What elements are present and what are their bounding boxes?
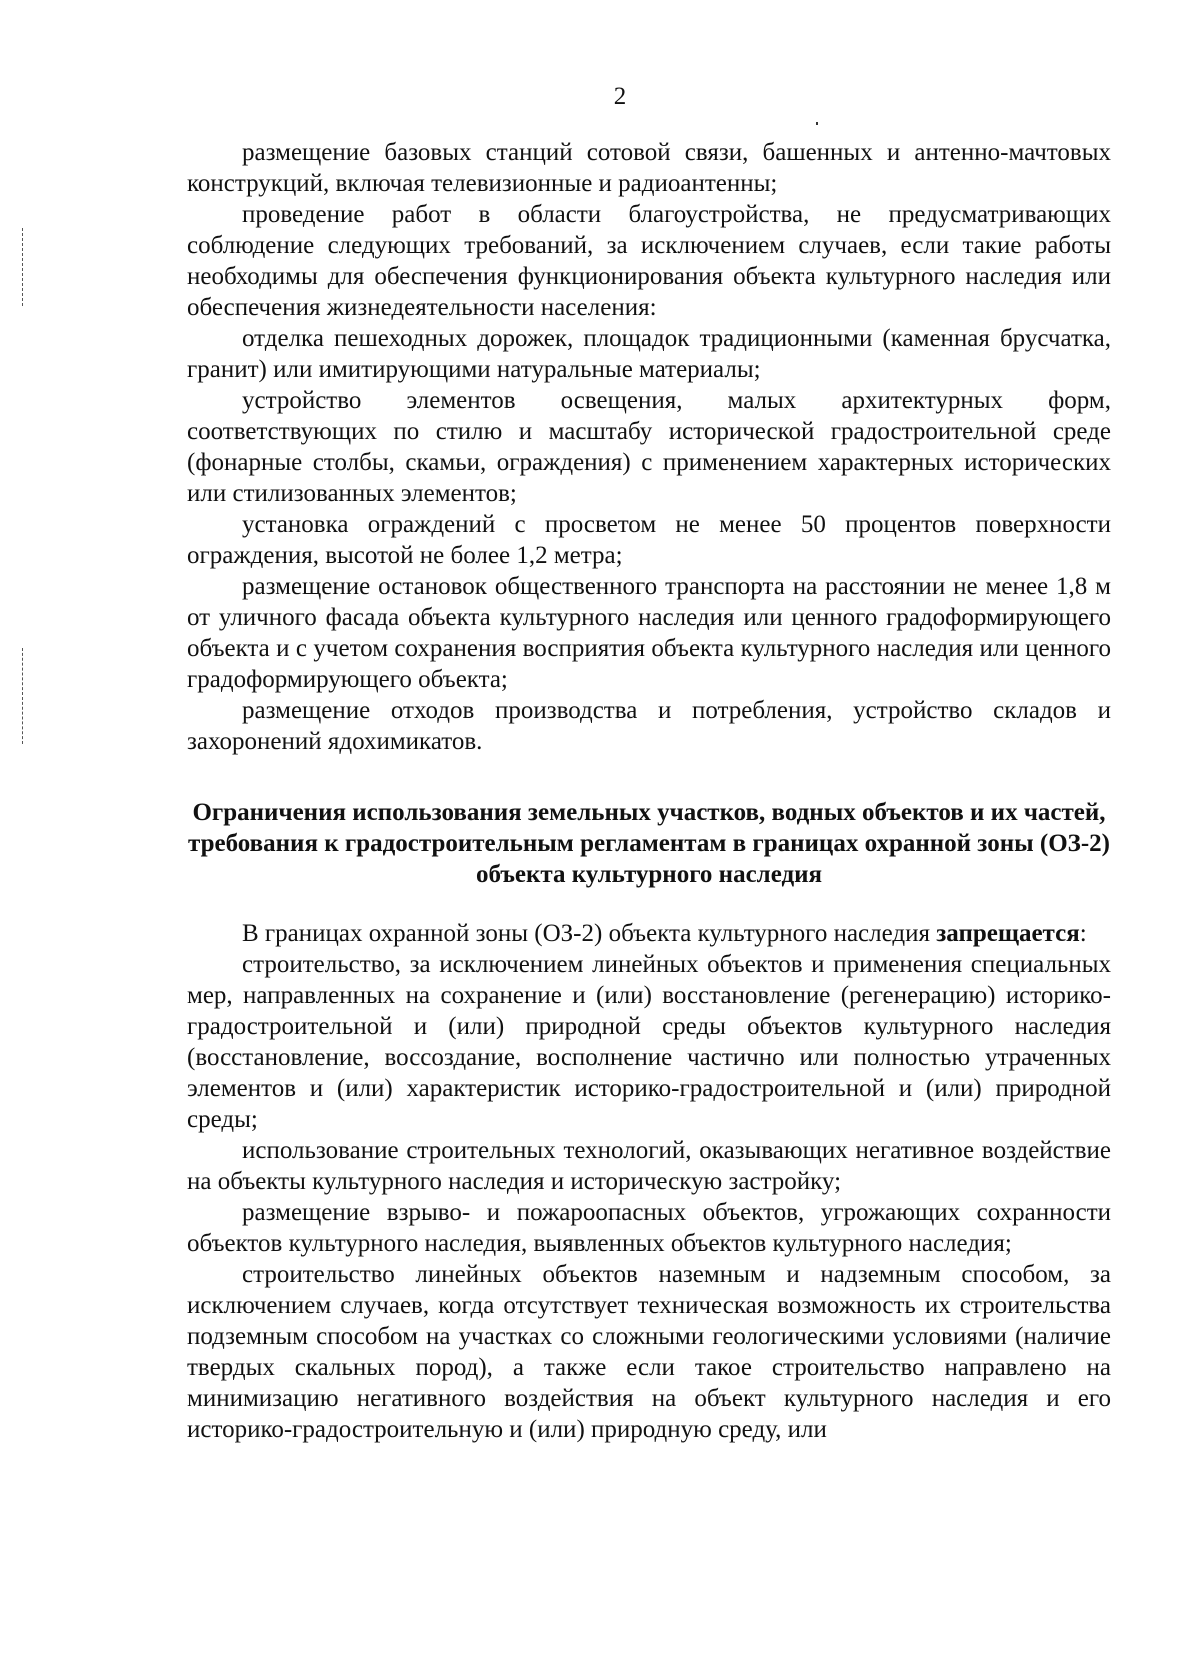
intro-paragraph — [187, 918, 1111, 949]
paragraph: использование строительных технологий, оказывающих негативное воздействие на объекты культурного наследия и историческую застройку; — [187, 1137, 1111, 1195]
page-number: 2 — [613, 83, 627, 110]
intro-suffix: : — [1079, 920, 1087, 947]
section-heading: Ограничения использования земельных участков, водных объектов и их частей, требования к градостроительным регламентам в границах охранной зоны (ОЗ-2) объекта культурного наследия — [188, 799, 1110, 888]
paragraph: размещение отходов производства и потребления, устройство складов и захоронений ядохимикатов. — [187, 697, 1111, 755]
margin-scan-mark — [22, 648, 24, 744]
body-text-bottom — [187, 918, 1111, 1445]
intro-bold-word: запрещается — [936, 920, 1080, 947]
paragraph: строительство, за исключением линейных объектов и применения специальных мер, направленных на сохранение и (или) восстановление (регенерацию) историко-градостроительной и (или) природной среды объектов культурного наследия (восстановление, воссоздание, восполнение частично или полностью утраченных элементов и (или) характеристик историко-градостроительной и (или) природной среды; — [187, 951, 1111, 1133]
paragraph: размещение остановок общественного транспорта на расстоянии не менее 1,8 м от уличного фасада объекта культурного наследия или ценного градоформирующего объекта и с учетом сохранения восприятия объекта культурного наследия или ценного градоформирующего объекта; — [187, 573, 1111, 693]
scan-speck — [816, 122, 818, 125]
paragraph: отделка пешеходных дорожек, площадок традиционными (каменная брусчатка, гранит) или имитирующими натуральные материалы; — [187, 325, 1111, 383]
margin-scan-mark — [22, 228, 24, 306]
body-text-top — [187, 137, 1111, 757]
paragraph: строительство линейных объектов наземным и надземным способом, за исключением случаев, когда отсутствует техническая возможность их строительства подземным способом на участках со сложными геологическими условиями (наличие твердых скальных пород), а также если такое строительство направлено на минимизацию негативного воздействия на объект культурного наследия и его историко-градостроительную и (или) природную среду, или — [187, 1261, 1111, 1443]
paragraph: устройство элементов освещения, малых архитектурных форм, соответствующих по стилю и масштабу исторической градостроительной среде (фонарные столбы, скамьи, ограждения) с применением характерных исторических или стилизованных элементов; — [187, 387, 1111, 507]
paragraph: размещение базовых станций сотовой связи, башенных и антенно-мачтовых конструкций, включая телевизионные и радиоантенны; — [187, 139, 1111, 197]
intro-text: В границах охранной зоны (ОЗ-2) объекта культурного наследия — [242, 920, 930, 947]
paragraph: размещение взрыво- и пожароопасных объектов, угрожающих сохранности объектов культурного наследия, выявленных объектов культурного наследия; — [187, 1199, 1111, 1257]
paragraph: проведение работ в области благоустройства, не предусматривающих соблюдение следующих требований, за исключением случаев, если такие работы необходимы для обеспечения функционирования объекта культурного наследия или обеспечения жизнедеятельности населения: — [187, 201, 1111, 321]
paragraph: установка ограждений с просветом не менее 50 процентов поверхности ограждения, высотой не более 1,2 метра; — [187, 511, 1111, 569]
